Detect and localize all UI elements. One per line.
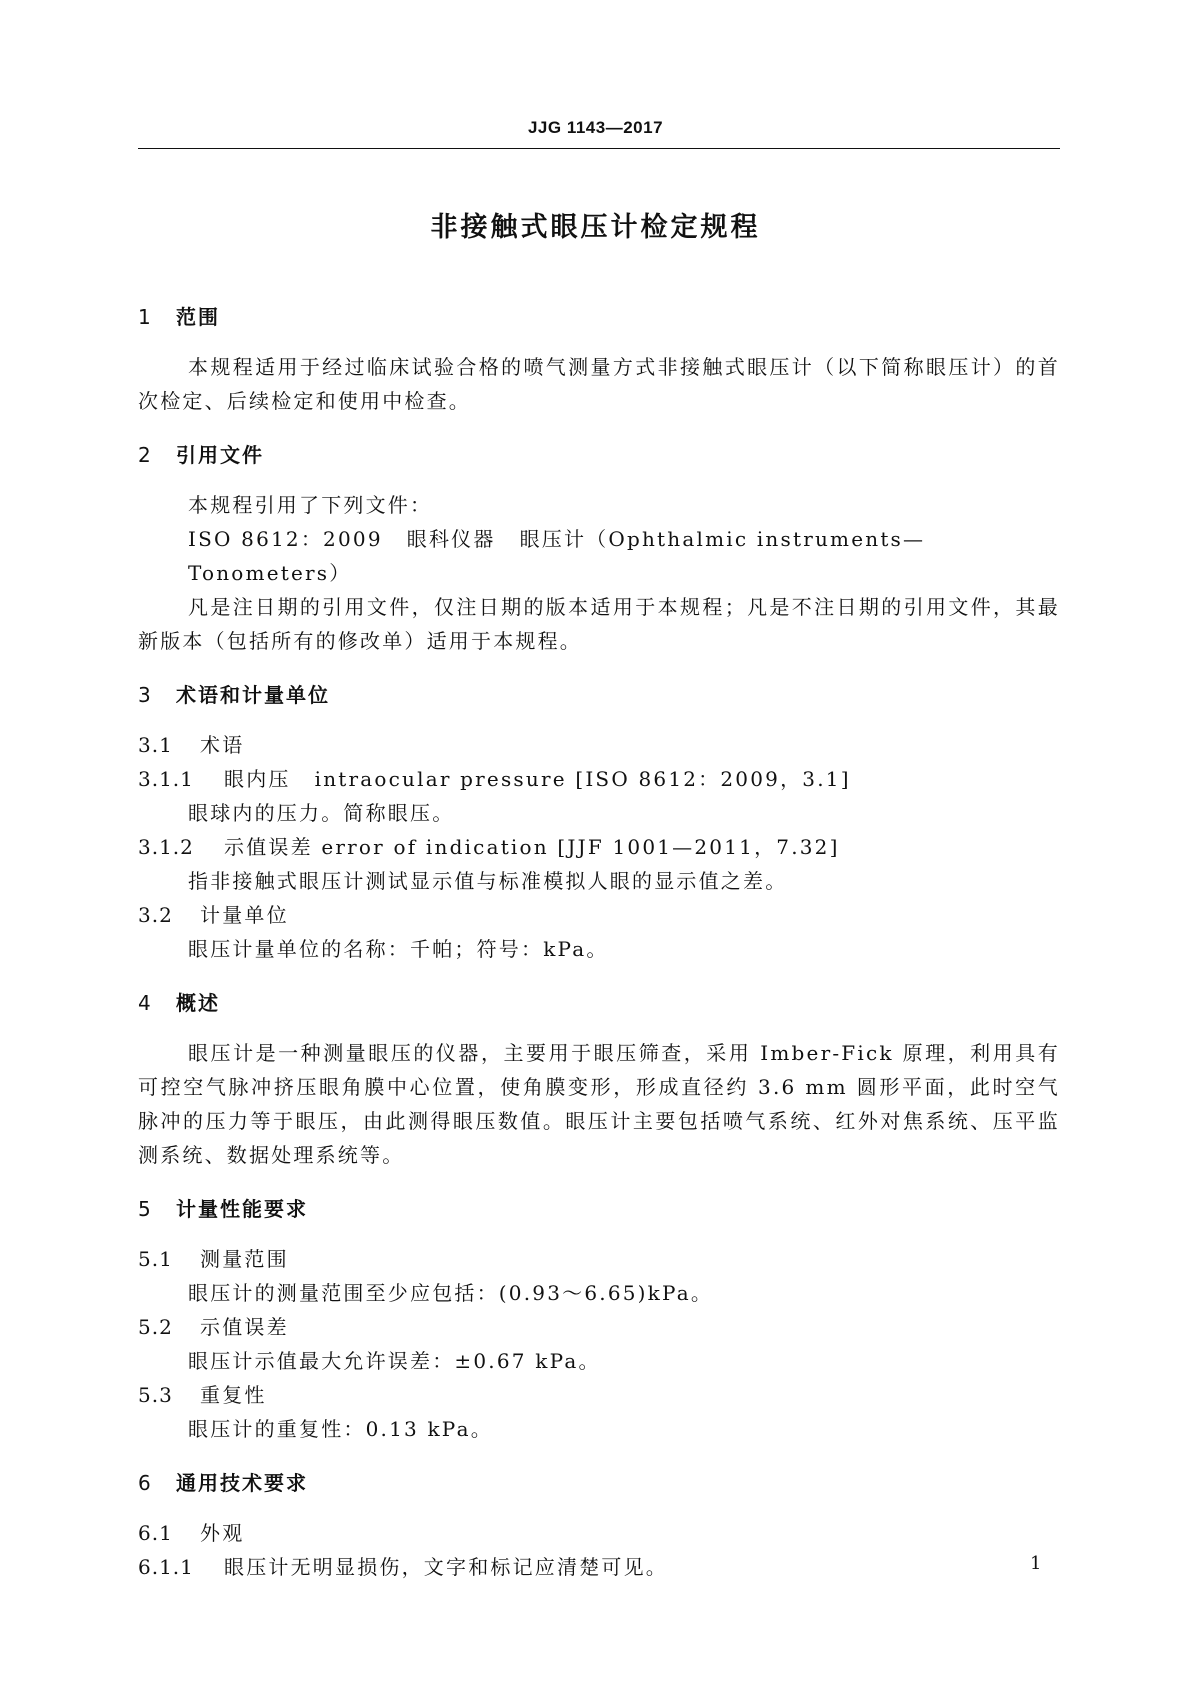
term-number: 3.1.1 <box>138 767 194 791</box>
clause-text: 眼压计无明显损伤，文字和标记应清楚可见。 <box>224 1555 668 1579</box>
subsection-6-1-heading <box>138 1516 1060 1550</box>
document-body <box>138 300 1060 1584</box>
subsection-number: 5.1 <box>138 1247 173 1271</box>
reference-code: ISO 8612：2009 <box>188 527 383 551</box>
requirement-text: 眼压计的重复性：0.13 kPa。 <box>188 1417 493 1441</box>
section-title: 通用技术要求 <box>176 1471 308 1495</box>
term-english: error of indication [JJF 1001—2011，7.32] <box>321 835 840 859</box>
subsection-number: 5.3 <box>138 1383 173 1407</box>
subsection-title: 计量单位 <box>200 903 289 927</box>
section-6-heading <box>138 1466 1060 1500</box>
subsection-title: 重复性 <box>200 1383 267 1407</box>
reference-category: 眼科仪器 <box>406 527 496 551</box>
subsection-title: 外观 <box>200 1521 245 1545</box>
section-2-intro: 本规程引用了下列文件： <box>188 493 433 517</box>
term-3-1-2 <box>138 830 1060 864</box>
header-rule <box>138 148 1060 149</box>
term-english: intraocular pressure [ISO 8612：2009，3.1] <box>314 767 851 791</box>
section-4-heading <box>138 986 1060 1020</box>
section-title: 范围 <box>176 305 220 329</box>
requirement-text: 眼压计示值最大允许误差：±0.67 kPa。 <box>188 1349 601 1373</box>
subsection-title: 测量范围 <box>200 1247 289 1271</box>
section-number: 6 <box>138 1471 153 1495</box>
requirement-text: 眼压计的测量范围至少应包括：(0.93～6.65)kPa。 <box>188 1281 714 1305</box>
section-2-note: 凡是注日期的引用文件，仅注日期的版本适用于本规程；凡是不注日期的引用文件，其最新版本（包括所有的修改单）适用于本规程。 <box>138 595 1060 653</box>
term-number: 3.1.2 <box>138 835 194 859</box>
subsection-title: 示值误差 <box>200 1315 289 1339</box>
section-number: 2 <box>138 443 153 467</box>
section-5-heading <box>138 1192 1060 1226</box>
section-1-heading <box>138 300 1060 334</box>
term-definition: 指非接触式眼压计测试显示值与标准模拟人眼的显示值之差。 <box>188 869 788 893</box>
section-2-heading <box>138 438 1060 472</box>
section-3-heading <box>138 678 1060 712</box>
document-title: 非接触式眼压计检定规程 <box>430 212 761 243</box>
section-1-paragraph: 本规程适用于经过临床试验合格的喷气测量方式非接触式眼压计（以下简称眼压计）的首次检定、后续检定和使用中检查。 <box>138 355 1060 413</box>
section-number: 4 <box>138 991 153 1015</box>
subsection-5-1-heading <box>138 1242 1060 1276</box>
term-definition: 眼球内的压力。简称眼压。 <box>188 801 455 825</box>
section-number: 5 <box>138 1197 153 1221</box>
page-number: 1 <box>1030 1553 1042 1574</box>
subsection-number: 6.1 <box>138 1521 173 1545</box>
subsection-5-2-heading <box>138 1310 1060 1344</box>
section-title: 术语和计量单位 <box>176 683 330 707</box>
subsection-5-3-heading <box>138 1378 1060 1412</box>
term-title: 眼内压 <box>224 767 291 791</box>
term-3-1-1 <box>138 762 1060 796</box>
subsection-3-1-heading <box>138 728 1060 762</box>
unit-text: 眼压计量单位的名称：千帕；符号：kPa。 <box>188 937 609 961</box>
section-number: 3 <box>138 683 153 707</box>
running-header: JJG 1143—2017 <box>527 118 664 137</box>
section-4-paragraph: 眼压计是一种测量眼压的仪器，主要用于眼压筛查，采用 Imber-Fick 原理，利用具有可控空气脉冲挤压眼角膜中心位置，使角膜变形，形成直径约 3.6 mm 圆形平面，此时空气脉冲的压力等于眼压，由此测得眼压数值。眼压计主要包括喷气系统、红外对焦系统、压平监测系统、数据处理系统等。 <box>138 1041 1060 1167</box>
reference-entry <box>138 522 1060 590</box>
subsection-3-2-heading <box>138 898 1060 932</box>
section-number: 1 <box>138 305 153 329</box>
subsection-title: 术语 <box>200 733 245 757</box>
subsection-number: 3.2 <box>138 903 173 927</box>
section-title: 引用文件 <box>176 443 264 467</box>
subsection-number: 5.2 <box>138 1315 173 1339</box>
section-title: 计量性能要求 <box>176 1197 308 1221</box>
section-title: 概述 <box>176 991 220 1015</box>
clause-number: 6.1.1 <box>138 1555 194 1579</box>
subsection-number: 3.1 <box>138 733 173 757</box>
clause-6-1-1 <box>138 1550 1060 1584</box>
term-title: 示值误差 <box>224 835 313 859</box>
reference-name: 眼压计（Ophthalmic instruments—Tonometers） <box>188 527 926 585</box>
